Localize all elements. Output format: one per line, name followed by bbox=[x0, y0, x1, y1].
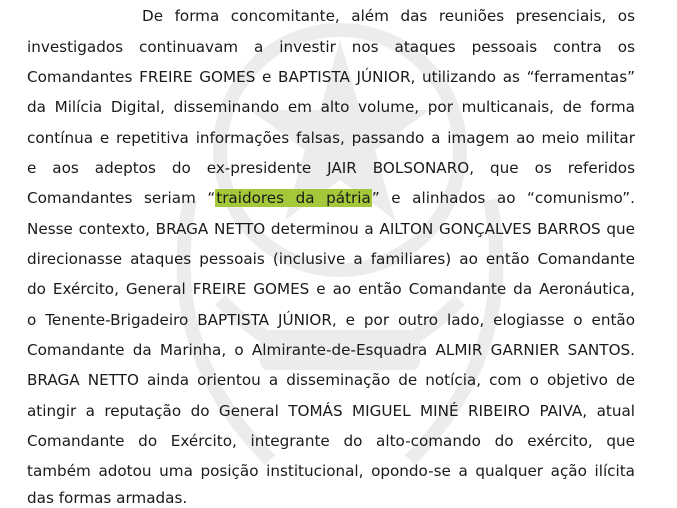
paragraph-line-3: Comandantes FREIRE GOMES e BAPTISTA JÚNIOR, utilizando as “ferramentas” bbox=[27, 68, 635, 86]
paragraph-line-9: direcionasse ataques pessoais (inclusive a familiares) ao então Comandante bbox=[27, 250, 635, 268]
paragraph-line-8: Nesse contexto, BRAGA NETTO determinou a AILTON GONÇALVES BARROS que bbox=[27, 220, 635, 238]
line-7-before: Comandantes seriam “ bbox=[27, 189, 216, 207]
paragraph-line-5: contínua e repetitiva informações falsas, passando a imagem ao meio militar bbox=[27, 129, 635, 147]
paragraph-line-14: atingir a reputação do General TOMÁS MIGUEL MINÉ RIBEIRO PAIVA, atual bbox=[27, 402, 635, 420]
paragraph-line-1: De forma concomitante, além das reuniões presenciais, os bbox=[142, 7, 635, 25]
line-7-after: ” e alinhados ao “comunismo”. bbox=[371, 189, 635, 207]
paragraph-line-13: BRAGA NETTO ainda orientou a disseminação de notícia, com o objetivo de bbox=[27, 371, 635, 389]
paragraph-line-2: investigados continuavam a investir nos ataques pessoais contra os bbox=[27, 38, 635, 56]
paragraph-line-7 bbox=[27, 188, 635, 208]
paragraph-line-17: das formas armadas. bbox=[27, 489, 188, 507]
paragraph-line-4: da Milícia Digital, disseminando em alto volume, por multicanais, de forma bbox=[27, 98, 635, 116]
paragraph-line-15: Comandante do Exército, integrante do alto-comando do exército, que bbox=[27, 432, 635, 450]
paragraph-line-11: o Tenente-Brigadeiro BAPTISTA JÚNIOR, e por outro lado, elogiasse o então bbox=[27, 311, 635, 329]
paragraph-line-16: também adotou uma posição institucional, opondo-se a qualquer ação ilícita bbox=[27, 462, 635, 480]
paragraph-line-12: Comandante da Marinha, o Almirante-de-Esquadra ALMIR GARNIER SANTOS. bbox=[27, 341, 635, 359]
highlighted-phrase: traidores da pátria bbox=[216, 189, 371, 207]
paragraph-line-6: e aos adeptos do ex-presidente JAIR BOLSONARO, que os referidos bbox=[27, 159, 635, 177]
paragraph-line-10: do Exército, General FREIRE GOMES e ao então Comandante da Aeronáutica, bbox=[27, 280, 635, 298]
